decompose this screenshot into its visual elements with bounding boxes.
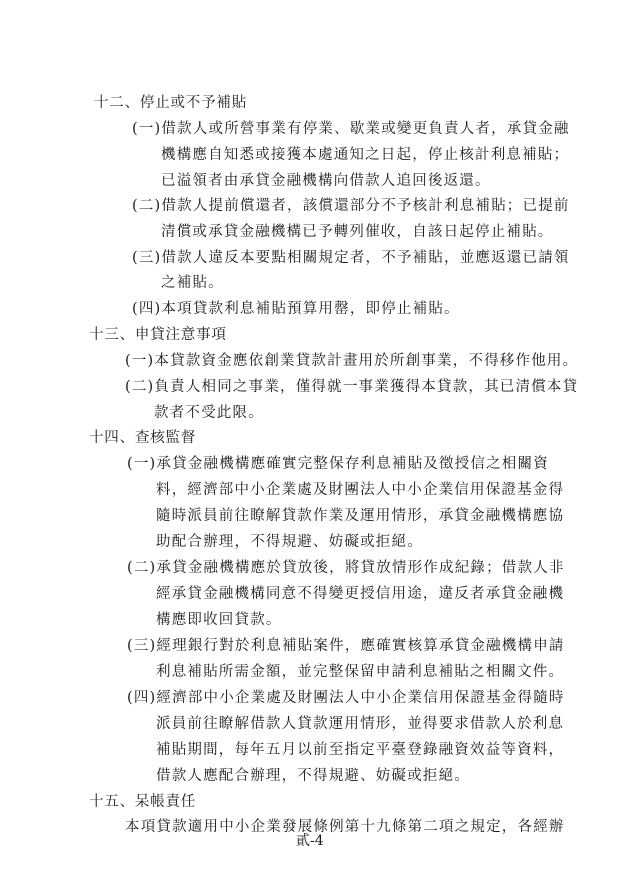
paragraph-line: (三)經理銀行對於利息補貼案件，應確實核算承貸金融機構申請	[127, 638, 565, 654]
page-number: 貳-4	[296, 833, 324, 849]
paragraph-line: 利息補貼所需金額，並完整保留申請利息補貼之相關文件。	[156, 664, 565, 680]
paragraph-line: (二)借款人提前償還者，該償還部分不予核計利息補貼；已提前	[132, 198, 570, 214]
section-heading: 十二、停止或不予補貼	[94, 95, 247, 111]
paragraph-line: (一)本貸款資金應依創業貸款計畫用於所創事業，不得移作他用。	[125, 353, 579, 369]
section-heading: 十五、呆帳責任	[89, 794, 197, 810]
paragraph-line: (四)本項貸款利息補貼預算用罄，即停止補貼。	[132, 301, 460, 317]
paragraph-line: (四)經濟部中小企業處及財團法人中小企業信用保證基金得隨時	[127, 690, 565, 706]
section-heading: 十四、查核監督	[89, 430, 197, 446]
paragraph-line: 款者不受此限。	[154, 405, 264, 421]
paragraph-line: 本項貸款適用中小企業發展條例第十九條第二項之規定，各經辦	[125, 819, 565, 835]
paragraph-line: 經承貸金融機構同意不得變更授信用途，違反者承貸金融機	[156, 586, 565, 602]
paragraph-line: 借款人應配合辦理，不得規避、妨礙或拒絕。	[156, 768, 470, 784]
paragraph-line: (二)負責人相同之事業，僅得就一事業獲得本貸款，其已清償本貸	[125, 379, 579, 395]
paragraph-line: 料，經濟部中小企業處及財團法人中小企業信用保證基金得	[156, 482, 565, 498]
paragraph-line: 補貼期間，每年五月以前至指定平臺登錄融資效益等資料，	[156, 742, 565, 758]
paragraph-line: (一)承貸金融機構應確實完整保存利息補貼及徵授信之相關資	[127, 456, 549, 472]
paragraph-line: 清償或承貸金融機構已予轉列催收，自該日起停止補貼。	[161, 224, 554, 240]
paragraph-line: 之補貼。	[161, 275, 224, 291]
paragraph-line: 隨時派員前往瞭解貸款作業及運用情形，承貸金融機構應協	[156, 508, 565, 524]
paragraph-line: (三)借款人違反本要點相關規定者，不予補貼，並應返還已請領	[132, 250, 570, 266]
paragraph-line: 派員前往瞭解借款人貸款運用情形，並得要求借款人於利息	[156, 716, 565, 732]
paragraph-line: 機構應自知悉或接獲本處通知之日起，停止核計利息補貼；	[161, 147, 570, 163]
section-heading: 十三、申貸注意事項	[89, 327, 227, 343]
paragraph-line: 已溢領者由承貸金融機構向借款人追回後返還。	[161, 173, 491, 189]
paragraph-line: 構應即收回貸款。	[156, 612, 282, 628]
paragraph-line: 助配合辦理，不得規避、妨礙或拒絕。	[156, 534, 423, 550]
paragraph-line: (一)借款人或所營事業有停業、歇業或變更負責人者，承貸金融	[132, 121, 570, 137]
paragraph-line: (二)承貸金融機構應於貸放後，將貸放情形作成紀錄；借款人非	[127, 560, 565, 576]
